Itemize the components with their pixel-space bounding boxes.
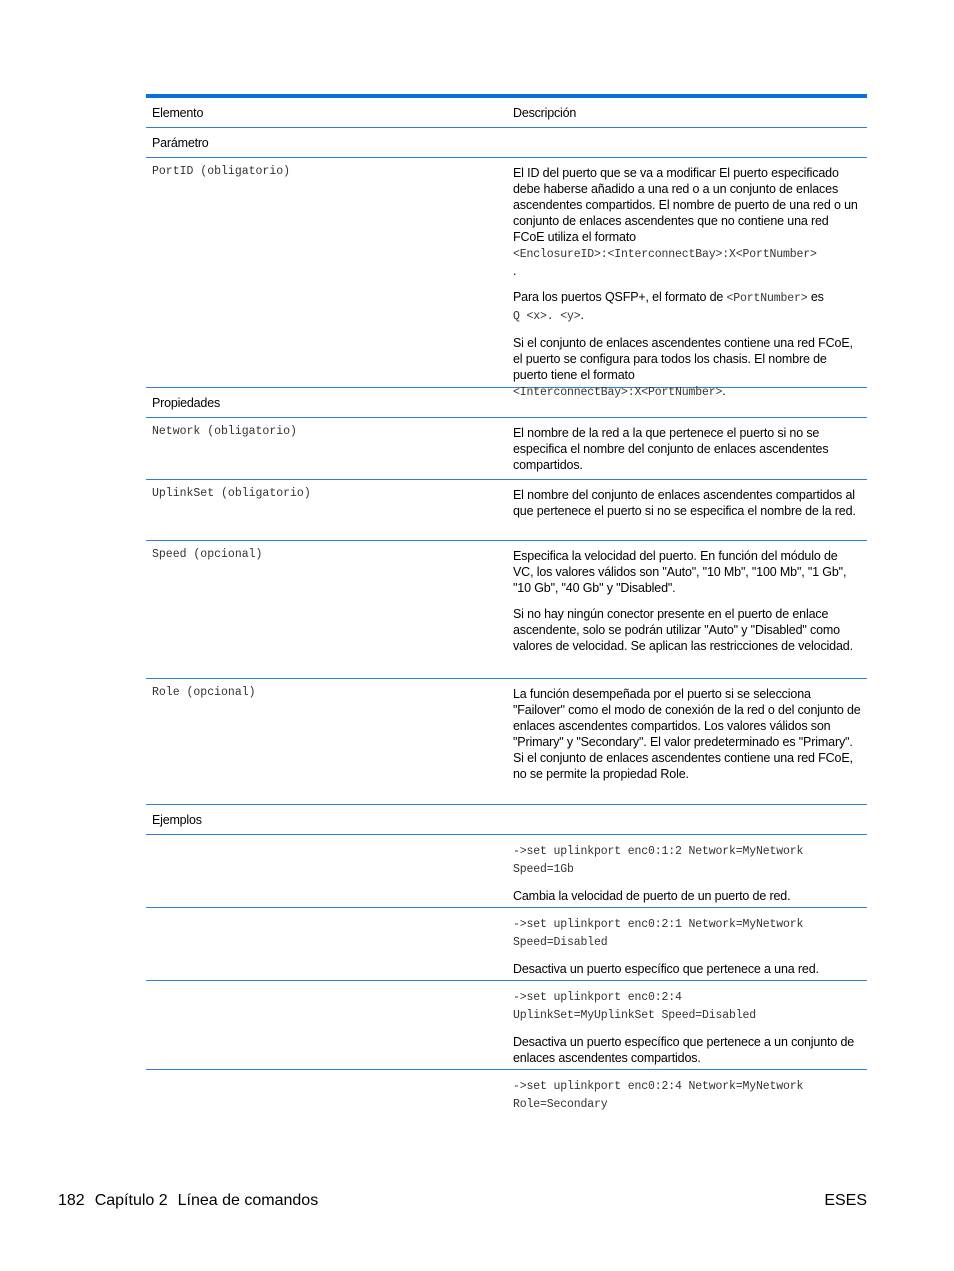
portid-text-1: El ID del puerto que se va a modificar El puerto especificado debe haberse añadido a una red o a un conjunto de enlaces ascendentes compartidos. El nombre de puerto de una red o un conjunto de enlaces ascendentes que no contiene una red FCoE utiliza el formato	[513, 166, 858, 244]
portid-end-2: .	[580, 308, 584, 322]
footer-left	[58, 1192, 318, 1210]
example-2-cmd-line2: Speed=Disabled	[513, 936, 608, 949]
table-row	[146, 418, 867, 480]
table-row	[146, 679, 867, 805]
uplinkset-description: El nombre del conjunto de enlaces ascendentes compartidos al que pertenece el puerto si no se especifica el nombre de la red.	[513, 488, 856, 518]
chapter-title: Línea de comandos	[177, 1192, 319, 1209]
table-header-row	[146, 98, 867, 128]
example-3-cmd-line1: ->set uplinkport enc0:2:4	[513, 991, 682, 1004]
footer-locale: ESES	[824, 1192, 867, 1209]
table-row	[146, 1070, 867, 1116]
prop-network: Network (obligatorio)	[152, 425, 297, 438]
example-3-desc: Desactiva un puerto específico que pertenece a un conjunto de enlaces ascendentes compartidos.	[513, 1035, 855, 1065]
section-parametro-row	[146, 128, 867, 158]
section-ejemplos-row	[146, 805, 867, 835]
portid-text-2b: es	[810, 290, 824, 304]
network-description: El nombre de la red a la que pertenece el puerto si no se especifica el nombre del conjunto de enlaces ascendentes compartidos.	[513, 426, 829, 472]
example-3-command	[513, 988, 861, 1024]
example-3	[507, 988, 867, 1065]
example-1-desc: Cambia la velocidad de puerto de un puerto de red.	[513, 889, 791, 903]
portid-code-2b: Q <x>. <y>	[513, 310, 581, 323]
prop-role: Role (opcional)	[152, 686, 256, 699]
example-1-cmd-line2: Speed=1Gb	[513, 863, 574, 876]
portid-description	[507, 165, 867, 399]
example-1-cmd-line1: ->set uplinkport enc0:1:2 Network=MyNetwork	[513, 845, 804, 858]
section-propiedades: Propiedades	[152, 395, 220, 410]
speed-description	[507, 548, 867, 670]
example-1-command	[513, 842, 861, 878]
portid-para-2	[513, 289, 861, 325]
portid-code-3: <InterconnectBay>:X<PortNumber>	[513, 386, 723, 399]
example-1	[507, 842, 867, 903]
chapter-label: Capítulo 2	[94, 1192, 168, 1209]
param-portid: PortID (obligatorio)	[152, 165, 291, 178]
table-row	[146, 908, 867, 981]
portid-code-2a: <PortNumber>	[726, 292, 808, 305]
table-row	[146, 835, 867, 908]
role-description: La función desempeñada por el puerto si se selecciona "Failover" como el modo de conexión de la red o del conjunto de enlaces ascendentes compartidos. Los valores válidos son "Primary" y "Secondary". El valor predeterminado es "Primary". Si el conjunto de enlaces ascendentes contiene una red FCoE, no se permite la propiedad Role.	[513, 687, 861, 781]
example-4	[507, 1077, 867, 1111]
example-2-command	[513, 915, 861, 951]
example-2-desc: Desactiva un puerto específico que pertenece a una red.	[513, 962, 819, 976]
page-number: 182	[58, 1192, 85, 1209]
example-3-cmd-line2: UplinkSet=MyUplinkSet Speed=Disabled	[513, 1009, 757, 1022]
example-2-cmd-line1: ->set uplinkport enc0:2:1 Network=MyNetwork	[513, 918, 804, 931]
example-4-cmd-line2: Role=Secondary	[513, 1098, 608, 1111]
table-row	[146, 480, 867, 541]
portid-end-3: .	[722, 384, 726, 398]
example-4-command	[513, 1077, 861, 1113]
section-ejemplos: Ejemplos	[152, 812, 202, 827]
properties-table	[146, 94, 867, 1116]
prop-speed: Speed (opcional)	[152, 548, 263, 561]
portid-text-3: Si el conjunto de enlaces ascendentes contiene una red FCoE, el puerto se configura para todos los chasis. El nombre de puerto tiene el formato	[513, 336, 853, 382]
portid-text-2: Para los puertos QSFP+, el formato de	[513, 290, 724, 304]
table-row	[146, 541, 867, 679]
section-propiedades-row	[146, 388, 867, 418]
speed-para-2: Si no hay ningún conector presente en el puerto de enlace ascendente, solo se podrán utilizar "Auto" y "Disabled" como valores de velocidad. Se aplican las restricciones de velocidad.	[513, 607, 853, 653]
example-4-cmd-line1: ->set uplinkport enc0:2:4 Network=MyNetwork	[513, 1080, 804, 1093]
portid-end-1: .	[513, 264, 517, 278]
page-footer	[58, 1192, 867, 1212]
portid-code-1: <EnclosureID>:<InterconnectBay>:X<PortNumber>	[513, 248, 817, 261]
prop-uplinkset: UplinkSet (obligatorio)	[152, 487, 311, 500]
table-row	[146, 981, 867, 1070]
header-description: Descripción	[513, 105, 577, 120]
speed-para-1: Especifica la velocidad del puerto. En función del módulo de VC, los valores válidos son "Auto", "10 Mb", "100 Mb", "1 Gb", "10 Gb", "40 Gb" y "Disabled".	[513, 549, 847, 595]
example-2	[507, 915, 867, 976]
section-parametro: Parámetro	[152, 135, 209, 150]
header-element: Elemento	[152, 105, 204, 120]
portid-para-1	[513, 165, 861, 279]
table-row	[146, 158, 867, 399]
